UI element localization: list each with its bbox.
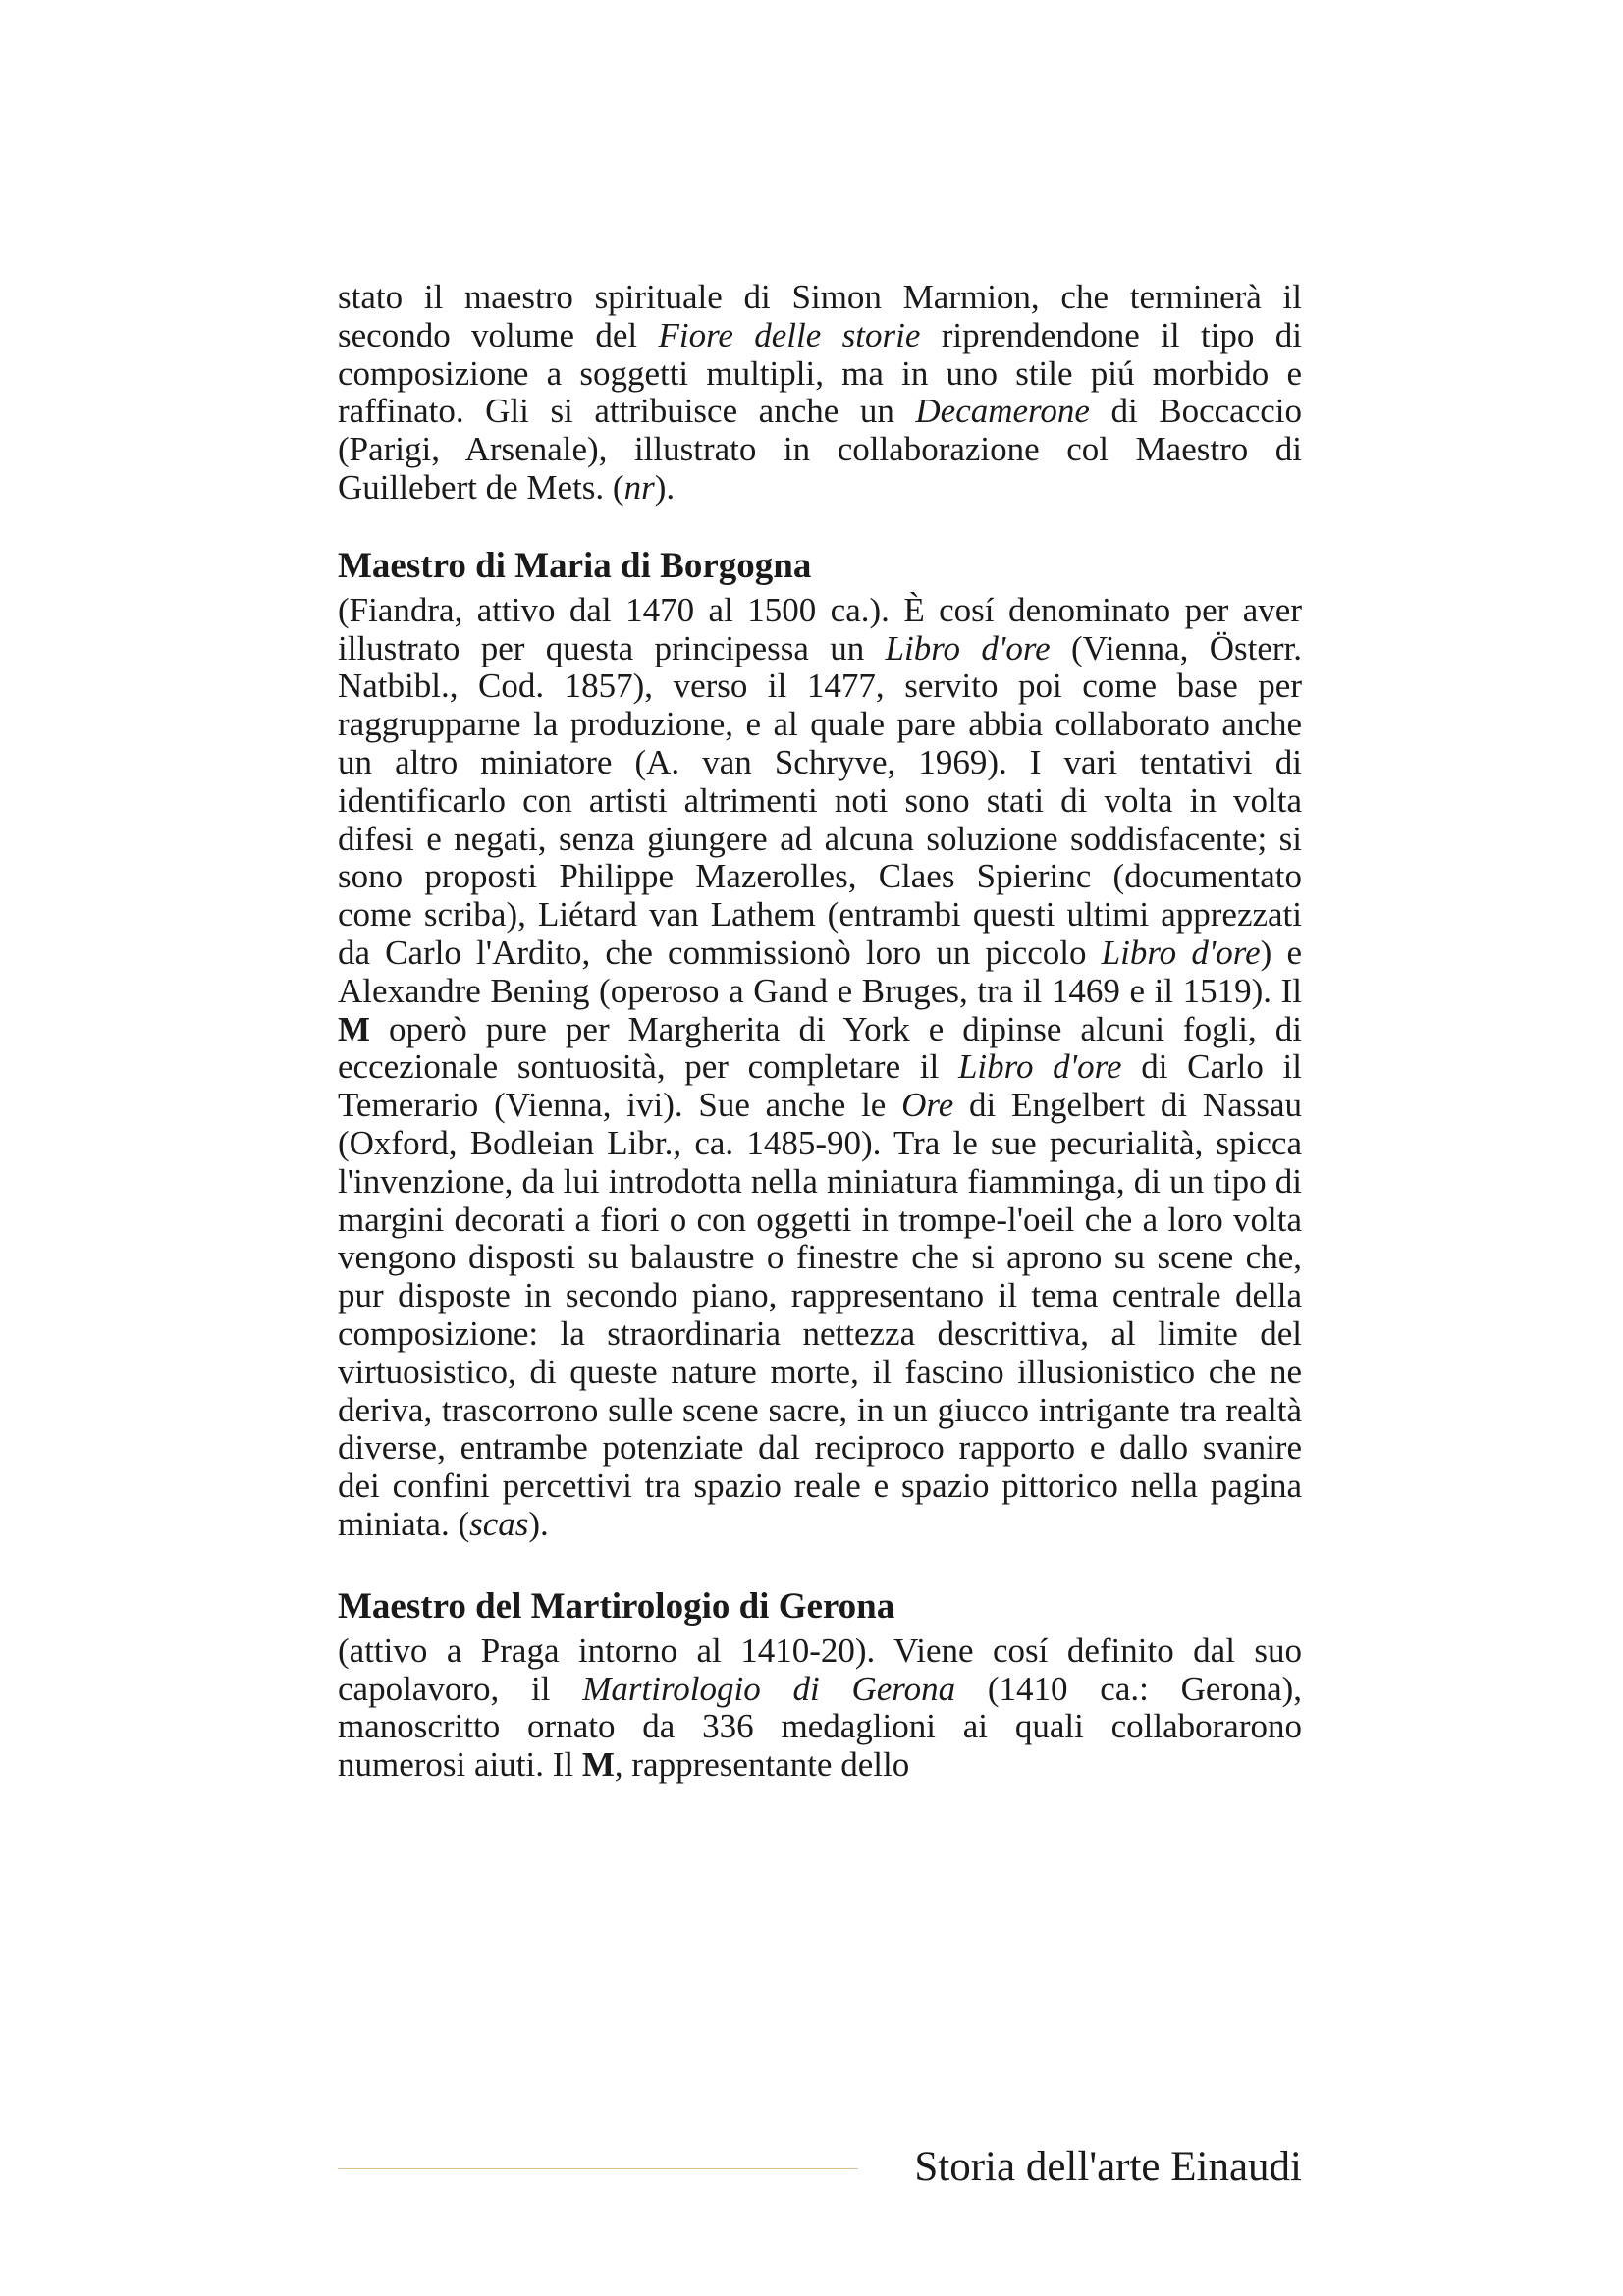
author-initials-scas: scas [469,1504,529,1543]
entry-gerona-text-3: , rappresentante dello [614,1745,910,1785]
footer-divider [338,2168,858,2169]
abbreviation-m-bold: M [581,1745,615,1785]
entry-gerona-paragraph [338,1632,1302,1785]
entry-maria-text-4: operò pure per Margherita di York e dipinse alcuni fogli, di eccezionale sontuosità, per completare il [338,1009,1302,1087]
work-title-decamerone: Decamerone [915,392,1090,431]
entry-maria-text-2: (Vienna, Österr. Natbibl., Cod. 1857), verso il 1477, servito poi come base per raggrupparne la produzione, e al quale pare abbia collaborato anche un altro miniatore (A. van Schryve, 1969). I vari tentativi di identificarlo con artisti altrimenti noti sono stati di volta in volta difesi e negati, senza giungere ad alcuna soluzione soddisfacente; si sono proposti Philippe Mazerolles, Claes Spierinc (documentato come scriba), Liétard van Lathem (entrambi questi ultimi apprezzati da Carlo l'Ardito, che commissionò loro un piccolo [338,628,1302,972]
work-title-libro-dore-1: Libro d'ore [885,628,1051,667]
entry-continuation-text-1: stato il maestro spirituale di Simon Marmion, che terminerà il secondo volume del [338,278,1302,354]
entry-maria-text-1: (Fiandra, attivo dal 1470 al 1500 ca.). È cosí denominato per aver illustrato per questa principessa un [338,590,1302,667]
entry-continuation-text-2: riprendendone il tipo di composizione a soggetti multipli, ma in uno stile piú morbido e raffinato. Gli si attribuisce anche un [338,315,1302,431]
entry-gerona-text-2: (1410 ca.: Gerona), manoscritto ornato da 336 medaglioni ai quali collaborarono numerosi aiuti. Il [338,1669,1303,1785]
entry-gerona-text-1: (attivo a Praga intorno al 1410-20). Viene cosí definito dal suo capolavoro, il [338,1630,1302,1708]
entry-continuation-text-3: di Boccaccio (Parigi, Arsenale), illustrato in collaborazione col Maestro di Guillebert de Mets. ( [338,392,1302,507]
entry-heading-maria-di-borgogna: Maestro di Maria di Borgogna [338,545,812,586]
entry-heading-martirologio-di-gerona: Maestro del Martirologio di Gerona [338,1585,895,1627]
entry-maria-text-5: di Carlo il Temerario (Vienna, ivi). Sue anche le [338,1047,1302,1125]
text-column [338,279,1302,1785]
entry-maria-text-end: ). [528,1504,549,1543]
work-title-martirologio-di-gerona: Martirologio di Gerona [582,1669,956,1708]
footer-publication-title: Storia dell'arte Einaudi [914,2144,1302,2190]
abbreviation-m-bold: M [338,1009,371,1048]
work-title-fiore-delle-storie: Fiore delle storie [658,315,921,354]
work-title-libro-dore-3: Libro d'ore [957,1047,1122,1087]
work-title-libro-dore-2: Libro d'ore [1101,933,1261,972]
work-title-ore: Ore [901,1086,954,1125]
entry-continuation-paragraph [338,279,1302,507]
entry-maria-text-6: di Engelbert di Nassau (Oxford, Bodleian Libr., ca. 1485-90). Tra le sue pecurialità, spicca l'invenzione, da lui introdotta nella miniatura fiamminga, di un tipo di margini decorati a fiori o con oggetti in trompe-l'oeil che a loro volta vengono disposti su balaustre o finestre che si aprono su scene che, pur disposte in secondo piano, rappresentano il tema centrale della composizione: la straordinaria nettezza descrittiva, al limite del virtuosistico, di queste nature morte, il fascino illusionistico che ne deriva, trascorrono sulle scene sacre, in un giucco intrigante tra realtà diverse, entrambe potenziate dal reciproco rapporto e dallo svanire dei confini percettivi tra spazio reale e spazio pittorico nella pagina miniata. ( [338,1086,1303,1543]
entry-continuation-text-end: ). [654,467,676,507]
entry-maria-text-3: ) e Alexandre Bening (operoso a Gand e Bruges, tra il 1469 e il 1519). Il [338,933,1302,1010]
entry-maria-paragraph [338,592,1302,1544]
author-initials-nr: nr [623,467,655,507]
